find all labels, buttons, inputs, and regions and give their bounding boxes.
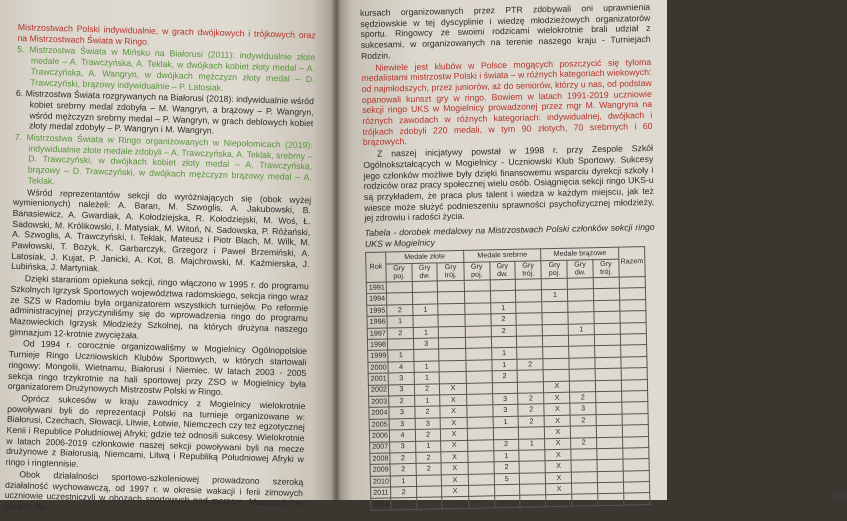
table-cell [594, 323, 621, 335]
table-cell [622, 413, 648, 425]
table-cell [439, 349, 466, 361]
table-cell [597, 494, 624, 506]
table-cell [572, 494, 598, 506]
table-caption: Tabela - dorobek medalowy na Mistrzostwach Polski członków sekcji ringo UKS w Mogielnicy [364, 221, 655, 249]
table-cell [593, 289, 620, 301]
table-cell: 2 [518, 415, 545, 427]
table-cell [624, 493, 650, 505]
table-cell [439, 326, 466, 338]
table-cell: 2 [415, 429, 441, 441]
table-cell [467, 417, 493, 429]
table-cell [468, 451, 494, 463]
tournaments-paragraph: Od 1994 r. corocznie organizowaliśmy w Mogielnicy Ogólnopolskie Turnieje Ringo Uczniowskich Klubów Sportowych, w których startowali ringowy: Mongolii, Wietnamu, Białorusi i Niemiec. W latach 2003 - 2005 sekcja ringo trzykrotnie na hali sportowej przy ZSO w Mogielnicy była organizatorem Drużynowych Mistrzostw Polski w Ringo. [7, 338, 308, 398]
left-intro-paragraph: Mistrzostwach Polski indywidualnie, w grach dwójkowych i trójkowych oraz na Mistrzostwach Świata w Ringo. [17, 22, 316, 47]
header-gold: Medale złote [386, 251, 464, 264]
table-cell [620, 288, 646, 300]
table-cell [568, 278, 594, 290]
table-cell: 2 [491, 325, 517, 337]
table-cell-year: 2000 [368, 362, 388, 374]
table-cell [519, 472, 546, 484]
table-cell: 1 [490, 302, 516, 314]
table-cell-year: 1998 [367, 339, 387, 351]
table-cell [519, 450, 546, 462]
table-cell [595, 391, 622, 403]
table-cell: 4 [388, 361, 414, 373]
table-cell [571, 460, 597, 472]
table-cell: 2 [491, 314, 517, 326]
table-cell [412, 281, 438, 293]
table-cell-year: 2010 [370, 476, 390, 488]
table-cell: X [545, 415, 571, 427]
table-cell: X [440, 394, 467, 406]
list-item-5: 5. Mistrzostwa Świata w Mińsku na Białorusi (2011): indywidualnie złote medale – A. Trawczyńska, A. Teklak, w dwójkach kobiet złoty medal – A. Trawczyńska, A. Wangryn, w dwójkach mężczyzn złoty medal – D. Trawczyński, brązowy indywidualnie – P. Latosiak. [17, 44, 316, 93]
table-cell [464, 303, 490, 315]
table-cell-year: 2012 [371, 498, 391, 510]
table-cell: 2 [492, 370, 518, 382]
table-cell [568, 289, 594, 301]
table-cell: 4 [389, 430, 415, 442]
table-cell [622, 391, 648, 403]
table-cell: 2 [571, 437, 597, 449]
table-cell [464, 291, 490, 303]
table-cell [490, 291, 516, 303]
table-cell-year: 2008 [370, 453, 390, 465]
table-cell [568, 312, 594, 324]
table-cell: 3 [388, 384, 414, 396]
table-cell [569, 357, 595, 369]
table-cell [413, 315, 439, 327]
table-cell [516, 324, 543, 336]
table-cell: X [546, 483, 572, 495]
table-cell: X [441, 451, 468, 463]
table-cell: 2 [571, 414, 597, 426]
table-cell [623, 436, 649, 448]
table-cell [519, 461, 546, 473]
table-cell: 3 [388, 373, 414, 385]
table-cell: 3 [570, 403, 596, 415]
table-cell [494, 484, 520, 496]
table-cell [621, 345, 647, 357]
sub-gold-triples: Gry trój. [437, 262, 464, 281]
sub-bronze-doubles: Gry dw. [567, 260, 593, 279]
table-cell: 2 [415, 406, 441, 418]
table-cell [596, 425, 623, 437]
table-cell [543, 358, 569, 370]
table-cell [544, 369, 570, 381]
table-cell [619, 277, 645, 289]
table-cell [465, 325, 491, 337]
table-cell [467, 439, 493, 451]
table-cell [414, 349, 440, 361]
table-cell: X [544, 404, 570, 416]
table-cell [439, 372, 466, 384]
table-cell [466, 360, 492, 372]
table-cell [623, 470, 649, 482]
table-cell: 3 [413, 338, 439, 350]
table-cell: 2 [570, 392, 596, 404]
school-games-paragraph: Dzięki staraniom opiekuna sekcji, ringo włączono w 1995 r. do programu Szkolnych Igrzysk Sportowych województwa radomskiego, sekcja ringo wraz ze SZS w Radomiu była organizatorem wszystkich turniejów. Po reformie administracyjnej przyczyniliśmy się do wprowadzenia ringo do programu Mazowieckich Igrzysk Młodzieży Szkolnej, na których drużyna naszego gimnazjum 12-krotnie zwyciężała. [9, 273, 309, 341]
table-cell: X [442, 485, 469, 497]
table-cell-year: 2009 [370, 464, 390, 476]
table-cell [543, 347, 569, 359]
table-cell [621, 356, 647, 368]
table-cell [594, 346, 621, 358]
table-cell [572, 471, 598, 483]
table-cell [466, 394, 492, 406]
table-cell: 1 [415, 395, 441, 407]
table-cell: X [544, 392, 570, 404]
table-cell [593, 277, 620, 289]
table-cell [623, 459, 649, 471]
table-cell [569, 346, 595, 358]
table-cell: 2 [416, 463, 442, 475]
table-cell [597, 482, 624, 494]
table-cell: 2 [494, 462, 520, 474]
table-cell: 2 [416, 452, 442, 464]
table-cell [620, 311, 646, 323]
table-cell: X [544, 381, 570, 393]
table-cell [622, 425, 648, 437]
table-cell: 1 [493, 416, 519, 428]
table-cell [417, 486, 443, 498]
international-paragraph: Oprócz sukcesów w kraju zawodnicy z Mogielnicy wielokrotnie powoływani byli do reprezentacji Polski na turnieje organizowane w: Białorusi, Czechach, Słowacji, Litwie, Łotwie, Niemczech czy też egzotycznej Kenii i Republice Południowej Afryki; gdzie też odnosili sukcesy. Wielokrotnie w latach 2006-2019 członkowie naszej sekcji powoływani byli na mecze drużynowe z Białorusią, Niemcami, Litwą i Republiką Południowej Afryki w ringo i ringtennisie. [5, 393, 306, 469]
table-cell [542, 278, 568, 290]
table-cell [490, 279, 516, 291]
header-silver: Medale srebrne [463, 249, 541, 262]
table-cell [622, 402, 648, 414]
table-cell [572, 483, 598, 495]
table-cell [595, 368, 622, 380]
table-cell: 2 [387, 304, 413, 316]
members-paragraph: Wśród reprezentantów sekcji do wyróżniających się (obok wyżej wymienionych) należeli: A. Baran, M. Szwoglis, A. Jakubowski, B. Banasiewicz, A. Gwardiak, A. Kołodziejska, R. Kołodziejski, M. Woś, Ł. Sadowski, M. Królikowski, I. Matysiak, M. Witoń, N. Sadowska, P. Różański, A. Szwoglis, A. Trawczyński, I. Teklak, Mateusz i Piotr Błach, M. Wilk, M. Pawłowski, T. Bozyk, K. Garbarczyk, Grzegorz i Paweł Brzemiński, A. Latosiak, J. Kujat, P. Janicki, A. Kot, B. Majchrowski, M. Kaźmierska, J. Lubińska, J. Martyniak. [11, 186, 312, 274]
table-cell [412, 292, 438, 304]
table-cell [597, 471, 624, 483]
table-cell: 2 [517, 359, 544, 371]
table-cell [465, 314, 491, 326]
table-cell: X [441, 463, 468, 475]
table-cell [464, 280, 490, 292]
table-cell [518, 427, 545, 439]
table-cell-year: 1999 [368, 350, 388, 362]
table-cell [520, 495, 547, 507]
table-cell [439, 337, 466, 349]
table-cell-year: 2011 [371, 487, 391, 499]
sub-gold-singles: Gry poj. [386, 263, 412, 282]
table-cell: 1 [413, 304, 439, 316]
table-cell [621, 334, 647, 346]
table-cell: X [440, 406, 467, 418]
table-cell [597, 448, 624, 460]
table-cell [594, 311, 621, 323]
table-cell [516, 302, 543, 314]
table-cell [595, 380, 622, 392]
table-cell [438, 292, 465, 304]
table-cell [624, 482, 650, 494]
courses-paragraph: kursach organizowanych przez PTR zdobywali oni uprawnienia sędziowskie w tej dyscyplinie i wiedzę młodzieżowych organizatorów sportu. Ringowcy ze swoimi rodzicami wielokrotnie brali udział z sukcesami, w organizowanych na terenie naszego kraju - Turniejach Rodzin. [360, 1, 651, 61]
table-cell [468, 496, 494, 508]
table-cell [595, 357, 622, 369]
table-cell [492, 382, 518, 394]
table-cell-year: 1995 [367, 305, 387, 317]
table-cell [417, 497, 443, 509]
table-cell [517, 347, 544, 359]
table-cell: 2 [493, 439, 519, 451]
table-cell [438, 315, 465, 327]
table-cell [439, 360, 466, 372]
right-page [336, 0, 847, 509]
table-cell [571, 449, 597, 461]
table-cell [620, 299, 646, 311]
table-cell-year: 2005 [369, 419, 389, 431]
table-cell [491, 336, 517, 348]
sub-gold-doubles: Gry dw. [412, 263, 438, 282]
table-cell [468, 473, 494, 485]
page-number: 201 [834, 492, 847, 501]
table-cell: 3 [492, 393, 518, 405]
table-cell: 5 [494, 473, 520, 485]
club-paragraph: Z naszej inicjatywy powstał w 1998 r. przy Zespole Szkół Ogólnokształcących w Mogielnicy - Uczniowski Klub Sportowy. Sukcesy jego członków możliwe były dzięki finansowemu wsparciu dyrekcji szkoły i rodziców oraz pracy społecznej wielu osób. Osiągnięcia sekcji ringo UKS-u są przykładem, że praca plus talent i wiedza w każdym miejscu, jak też wiesce może służyć podnieszeniu sprawności psychofizycznej młodzieży, jej zdrowiu i radości życia. [363, 143, 655, 224]
table-cell [594, 334, 621, 346]
table-cell [467, 405, 493, 417]
table-cell: X [440, 383, 467, 395]
table-cell [493, 427, 519, 439]
table-cell-year: 1997 [367, 328, 387, 340]
table-cell [542, 301, 568, 313]
table-cell [623, 447, 649, 459]
sub-silver-doubles: Gry dw. [490, 261, 516, 280]
table-cell [546, 495, 572, 507]
table-cell [596, 414, 623, 426]
table-cell [516, 313, 543, 325]
right-text-column [360, 2, 660, 511]
table-cell: 3 [390, 441, 416, 453]
table-cell: X [440, 417, 467, 429]
table-cell: 1 [519, 438, 546, 450]
table-cell-year: 1994 [366, 293, 386, 305]
table-cell [438, 280, 465, 292]
table-cell-year: 2001 [368, 373, 388, 385]
table-cell [542, 312, 568, 324]
table-cell [391, 498, 417, 510]
table-cell: 1 [491, 348, 517, 360]
medalists-paragraph: Niewiele jest klubów w Polsce mogących poszczycić się tyloma medalistami mistrzostw Polski i świata – w różnych kategoriach wiekowych: od najmłodszych, przez juniorów, aż do seniorów, którzy u nas, od podstaw opanowali kunszt gry w ringo. Bowiem w latach 1991-2019 uczniowie sekcji ringo UKS w Mogielnicy prowadzonej przez mgr M. Wangryna na różnych zawodach w różnych kategoriach: indywidualnej, dwójkach i trójkach zdobyli 220 medali, w tym 90 złotych, 70 srebrnych i 60 brązowych. [361, 56, 653, 148]
table-cell: 1 [414, 372, 440, 384]
table-cell [468, 462, 494, 474]
table-cell [494, 496, 520, 508]
table-cell [570, 369, 596, 381]
table-cell: 2 [414, 383, 440, 395]
table-cell [465, 337, 491, 349]
table-cell: X [545, 438, 571, 450]
left-page [0, 0, 336, 512]
list-item-6: 6. Mistrzostwa Świata rozgrywanych na Białorusi (2018): indywidualnie wśród kobiet srebrny medal zdobyła – M. Wangryn, a brązowy – P. Wangryn, wśród mężczyzn srebrny medal – P. Wangryn, w grach deblowych kobiet złoty medal zdobyły – P. Wangryn i M. Wangryn. [15, 88, 315, 136]
sub-bronze-singles: Gry poj. [541, 260, 567, 279]
table-cell [620, 322, 646, 334]
table-cell: X [441, 440, 468, 452]
table-cell: 1 [416, 440, 442, 452]
table-cell: 2 [390, 452, 416, 464]
table-cell: 2 [518, 404, 545, 416]
table-cell [596, 437, 623, 449]
table-cell [569, 335, 595, 347]
table-cell: X [545, 426, 571, 438]
table-cell [467, 428, 493, 440]
table-cell-year: 1991 [366, 282, 386, 294]
table-cell: X [545, 449, 571, 461]
table-cell [621, 379, 647, 391]
table-cell-year: 2006 [369, 430, 389, 442]
table-cell [386, 282, 412, 294]
table-cell-year: 2003 [369, 396, 389, 408]
table-cell: 1 [413, 327, 439, 339]
table-cell: 3 [389, 407, 415, 419]
table-cell: 1 [388, 350, 414, 362]
table-cell-year: 1996 [367, 316, 387, 328]
table-cell-year: 2007 [370, 441, 390, 453]
table-cell: X [441, 428, 468, 440]
table-cell: 1 [390, 475, 416, 487]
table-cell [516, 336, 543, 348]
table-cell [597, 459, 624, 471]
table-cell: 3 [493, 405, 519, 417]
table-cell [568, 301, 594, 313]
table-cell: 1 [414, 361, 440, 373]
table-cell [571, 426, 597, 438]
table-cell [516, 290, 543, 302]
header-rok: Rok [366, 252, 387, 282]
table-cell: X [546, 472, 572, 484]
table-cell-year: 2004 [369, 407, 389, 419]
table-cell-year: 2002 [368, 385, 388, 397]
table-cell [387, 338, 413, 350]
table-cell: 2 [389, 395, 415, 407]
table-cell: 3 [389, 418, 415, 430]
table-cell [465, 348, 491, 360]
table-cell [593, 300, 620, 312]
table-cell [517, 381, 544, 393]
table-cell [466, 382, 492, 394]
table-cell: 1 [492, 359, 518, 371]
table-cell [621, 368, 647, 380]
list-item-7: 7. Mistrzostwa Świata w Ringo organizowanych w Niepołomicach (2019): indywidualnie złote medale zdobyli – A. Trawczyńska, A. Teklak, srebrny – D. Trawczyński, w dwójkach kobiet złoty medal – A. Trawczyńska, brązowy – D. Trawczyński, w dwójkach mężczyzn brązowy medal – A. Teklak. [14, 131, 313, 186]
table-cell [517, 370, 544, 382]
sub-bronze-triples: Gry trój. [593, 259, 620, 278]
table-cell [438, 303, 465, 315]
medal-table [365, 247, 650, 511]
table-cell: 2 [390, 464, 416, 476]
table-cell: X [545, 460, 571, 472]
header-razem: Razem [619, 247, 645, 277]
table-cell: 2 [391, 486, 417, 498]
table-cell: 3 [415, 418, 441, 430]
table-cell [570, 380, 596, 392]
table-cell: 1 [542, 290, 568, 302]
table-cell: 1 [494, 450, 520, 462]
sub-silver-singles: Gry poj. [464, 262, 490, 281]
table-cell [466, 371, 492, 383]
table-cell: X [442, 474, 469, 486]
table-cell [386, 293, 412, 305]
table-cell: 2 [387, 327, 413, 339]
table-cell [416, 475, 442, 487]
table-cell [543, 324, 569, 336]
left-text-column [4, 22, 316, 521]
table-cell [442, 497, 469, 509]
sub-silver-triples: Gry trój. [515, 261, 542, 280]
table-body [366, 277, 650, 511]
table-cell [468, 485, 494, 497]
table-cell [596, 402, 623, 414]
table-cell: 2 [518, 393, 545, 405]
table-cell [520, 484, 547, 496]
book-spine [331, 0, 341, 500]
table-cell: 1 [387, 316, 413, 328]
table-cell [543, 335, 569, 347]
table-cell [515, 279, 542, 291]
education-paragraph: Obok działalności sportowo-szkoleniowej prowadzono szeroką działalność wychowawczą, od 1997 r. w okresie wakacji i ferii zimowych uczniowie uczestniczyli w obozach sportowych nad morzem, Mazurach i w górach. Na [4, 469, 304, 512]
table-cell: 1 [569, 323, 595, 335]
header-bronze: Medale brązowe [541, 248, 619, 261]
